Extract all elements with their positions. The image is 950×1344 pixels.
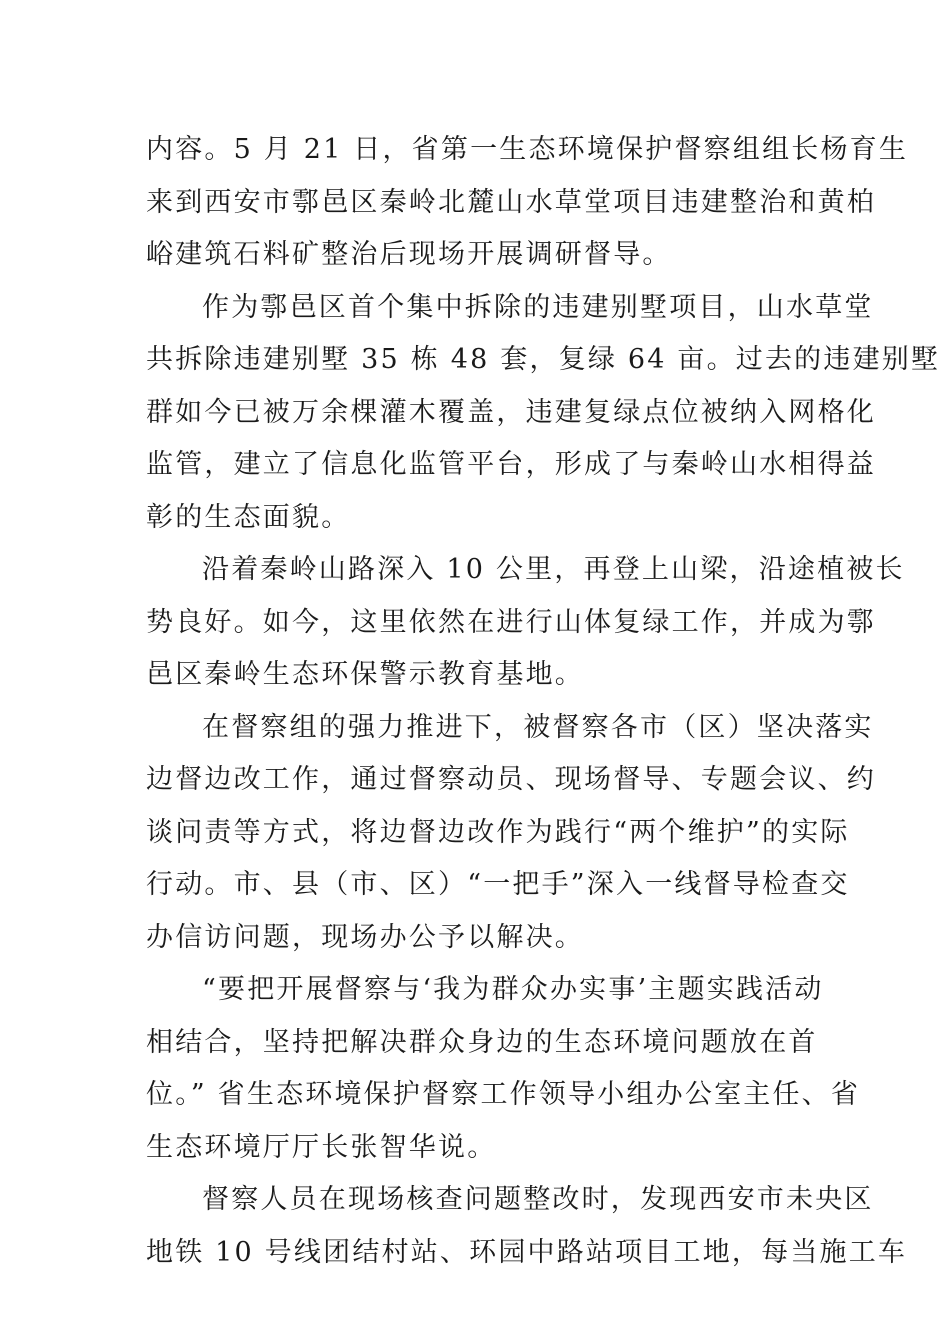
text-line: 来到西安市鄠邑区秦岭北麓山水草堂项目违建整治和黄柏 [146, 186, 876, 218]
text-line: 地铁 10 号线团结村站、环园中路站项目工地，每当施工车 [146, 1236, 908, 1268]
text-line: 办信访问题，现场办公予以解决。 [146, 921, 584, 953]
text-line: 相结合，坚持把解决群众身边的生态环境问题放在首 [146, 1026, 818, 1058]
text-line: “要把开展督察与‘我为群众办实事’主题实践活动 [202, 974, 824, 1005]
text-line: 行动。市、县（市、区）“一把手”深入一线督导检查交 [146, 869, 850, 900]
text-line: 督察人员在现场核查问题整改时，发现西安市未央区 [202, 1184, 874, 1215]
text-line: 边督边改工作，通过督察动员、现场督导、专题会议、约 [146, 764, 876, 795]
paragraph-4 [146, 702, 876, 965]
paragraph-2 [146, 282, 941, 545]
paragraph-3 [146, 544, 905, 702]
text-line: 谈问责等方式，将边督边改作为践行“两个维护”的实际 [146, 816, 850, 848]
text-line: 彰的生态面貌。 [146, 501, 351, 533]
paragraph-1 [146, 124, 909, 282]
text-line: 作为鄠邑区首个集中拆除的违建别墅项目，山水草堂 [202, 291, 874, 323]
text-line: 沿着秦岭山路深入 10 公里，再登上山梁，沿途植被长 [202, 554, 905, 585]
text-line: 势良好。如今，这里依然在进行山体复绿工作，并成为鄠 [146, 606, 876, 638]
text-line: 邑区秦岭生态环保警示教育基地。 [146, 659, 584, 690]
text-line: 在督察组的强力推进下，被督察各市（区）坚决落实 [202, 711, 874, 743]
paragraph-5 [146, 964, 861, 1174]
body-text [146, 124, 941, 1279]
text-line: 共拆除违建别墅 35 栋 48 套，复绿 64 亩。过去的违建别墅 [146, 344, 941, 375]
text-line: 监管，建立了信息化监管平台，形成了与秦岭山水相得益 [146, 449, 876, 480]
text-line: 峪建筑石料矿整治后现场开展调研督导。 [146, 239, 672, 270]
text-line: 生态环境厅厅长张智华说。 [146, 1131, 497, 1163]
text-line: 群如今已被万余棵灌木覆盖，违建复绿点位被纳入网格化 [146, 396, 876, 428]
paragraph-6 [146, 1174, 908, 1279]
text-line: 内容。5 月 21 日，省第一生态环境保护督察组组长杨育生 [146, 134, 909, 165]
text-line: 位。” 省生态环境保护督察工作领导小组办公室主任、省 [146, 1079, 861, 1110]
